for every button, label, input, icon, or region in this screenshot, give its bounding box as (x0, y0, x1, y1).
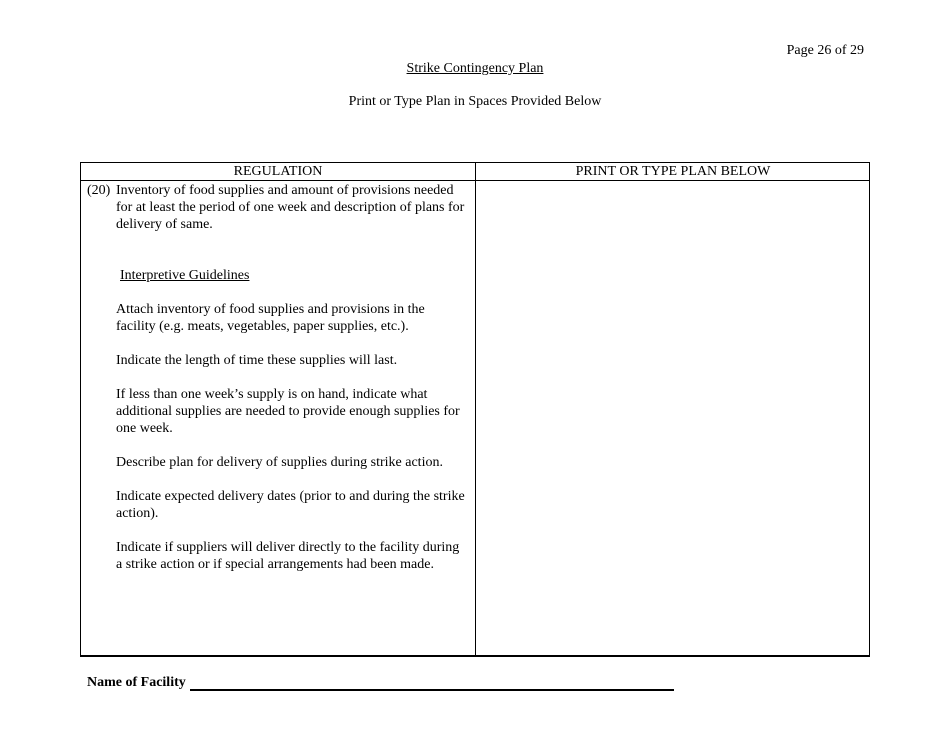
guideline-item: Indicate if suppliers will deliver directly to the facility during a strike action or if special arrangements had been made. (116, 540, 460, 572)
regulation-number: (20) (87, 183, 111, 198)
guidelines-heading: Interpretive Guidelines (120, 268, 250, 283)
regulation-cell (87, 182, 471, 573)
page-number: Page 26 of 29 (786, 43, 864, 58)
guideline-item: If less than one week’s supply is on hand, indicate what additional supplies are needed to provide enough supplies for one week. (116, 387, 460, 436)
plan-entry-area[interactable] (476, 181, 869, 655)
column-header-plan: PRINT OR TYPE PLAN BELOW (575, 164, 771, 179)
facility-name-field[interactable] (190, 674, 674, 691)
page-subtitle: Print or Type Plan in Spaces Provided Below (348, 94, 602, 109)
regulation-text: Inventory of food supplies and amount of provisions needed for at least the period of one week and description of plans for delivery of same. (116, 183, 465, 232)
column-header-regulation: REGULATION (233, 164, 323, 179)
page-title (0, 61, 950, 77)
facility-name-row (87, 674, 674, 691)
guideline-item: Indicate expected delivery dates (prior to and during the strike action). (116, 489, 465, 521)
guideline-item: Describe plan for delivery of supplies during strike action. (116, 455, 443, 470)
facility-name-label: Name of Facility (87, 675, 186, 690)
regulation-item (87, 182, 471, 233)
page-title-text: Strike Contingency Plan (406, 61, 544, 76)
guideline-item: Indicate the length of time these supplies will last. (116, 353, 398, 368)
plan-table (80, 162, 870, 657)
guideline-item: Attach inventory of food supplies and provisions in the facility (e.g. meats, vegetables, paper supplies, etc.). (116, 302, 425, 334)
